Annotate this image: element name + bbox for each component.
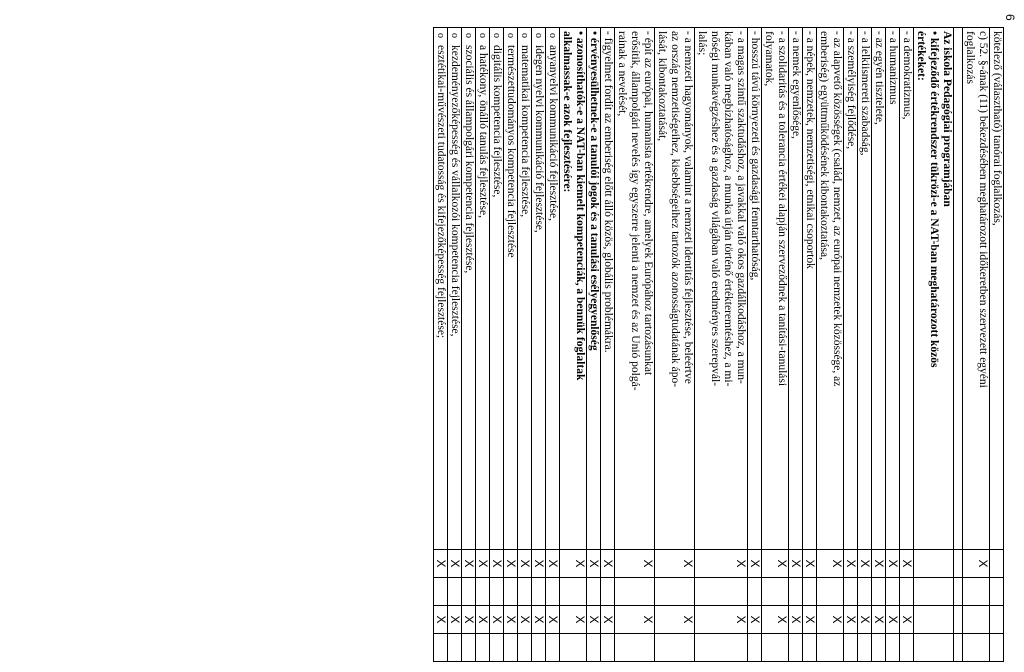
page-number: 6 bbox=[1003, 14, 1017, 21]
mark-cell: X bbox=[615, 550, 655, 578]
mark-cell: X bbox=[490, 550, 504, 578]
criterion-cell bbox=[858, 28, 872, 550]
mark-cell bbox=[476, 634, 490, 662]
criterion-cell bbox=[789, 28, 803, 550]
mark-cell bbox=[954, 606, 963, 634]
mark-cell bbox=[954, 578, 963, 606]
mark-cell bbox=[817, 578, 844, 606]
mark-cell bbox=[789, 578, 803, 606]
mark-cell: X bbox=[803, 606, 817, 634]
mark-cell bbox=[858, 578, 872, 606]
criterion-text: - hosszú távú környezeti és gazdasági fenntarthatóság, bbox=[749, 31, 761, 281]
table-row bbox=[448, 28, 462, 662]
mark-cell bbox=[695, 578, 748, 606]
criterion-cell bbox=[462, 28, 476, 550]
mark-cell bbox=[990, 606, 1004, 634]
mark-cell bbox=[900, 634, 914, 662]
mark-cell: X bbox=[655, 606, 695, 634]
criterion-cell bbox=[990, 28, 1004, 550]
table-row bbox=[858, 28, 872, 662]
mark-cell: X bbox=[490, 606, 504, 634]
criterion-text: • érvényesülhetnek-e a tanulói jogok és a tanulási esélyegyenlőség bbox=[588, 31, 600, 351]
mark-cell: X bbox=[695, 606, 748, 634]
criterion-cell bbox=[872, 28, 886, 550]
criterion-text: - a népek, nemzetek, nemzetiségi, etnikai csoportok bbox=[804, 31, 816, 269]
criterion-text: foglalkozás bbox=[964, 31, 976, 85]
criteria-table bbox=[433, 27, 1004, 662]
criterion-text: rainak a nevelését, bbox=[616, 31, 628, 117]
mark-cell: X bbox=[546, 550, 560, 578]
criterion-cell bbox=[587, 28, 601, 550]
table-row bbox=[615, 28, 655, 662]
table-row bbox=[546, 28, 560, 662]
mark-cell: X bbox=[434, 550, 448, 578]
mark-cell: X bbox=[587, 550, 601, 578]
table-row bbox=[789, 28, 803, 662]
table-row bbox=[518, 28, 532, 662]
mark-cell bbox=[560, 634, 587, 662]
criterion-text: Az iskola Pedagógiai programjában bbox=[941, 31, 953, 207]
criterion-text: o digitális kompetencia fejlesztése, bbox=[490, 31, 503, 546]
mark-cell bbox=[954, 634, 963, 662]
table-row bbox=[748, 28, 762, 662]
mark-cell: X bbox=[886, 606, 900, 634]
mark-cell bbox=[963, 606, 990, 634]
criterion-text: - a nemzeti hagyományok, valamint a nemzeti identitás fejlesztése, beleértve bbox=[682, 31, 694, 384]
mark-cell: X bbox=[872, 550, 886, 578]
table-row bbox=[434, 28, 448, 662]
criterion-cell bbox=[615, 28, 655, 550]
mark-cell: X bbox=[817, 550, 844, 578]
criterion-text: - a lelkiismereti szabadság, bbox=[859, 31, 871, 156]
mark-cell bbox=[504, 634, 518, 662]
mark-cell: X bbox=[748, 606, 762, 634]
mark-cell: X bbox=[615, 606, 655, 634]
mark-cell bbox=[872, 634, 886, 662]
criterion-text: o idegen nyelvi kommunikáció fejlesztése, bbox=[532, 31, 545, 546]
mark-cell: X bbox=[963, 550, 990, 578]
mark-cell bbox=[748, 634, 762, 662]
mark-cell bbox=[990, 578, 1004, 606]
criterion-cell bbox=[817, 28, 844, 550]
table-row bbox=[963, 28, 990, 662]
mark-cell: X bbox=[858, 550, 872, 578]
criterion-cell bbox=[914, 28, 954, 550]
mark-cell: X bbox=[601, 606, 615, 634]
mark-cell bbox=[434, 578, 448, 606]
mark-cell: X bbox=[560, 550, 587, 578]
criterion-text: o esztétikai-művészeti tudatosság és kifejezőképesség fejlesztése; bbox=[434, 31, 447, 546]
criterion-text: - a magas szintű szaktudáshoz, a javakkal való okos gazdálkodáshoz, a mun- bbox=[735, 31, 747, 384]
mark-cell: X bbox=[886, 550, 900, 578]
criterion-text: emberiség) együttműködésének kibontakoztatása, bbox=[818, 31, 830, 260]
mark-cell: X bbox=[900, 606, 914, 634]
table-row bbox=[601, 28, 615, 662]
mark-cell: X bbox=[695, 550, 748, 578]
criterion-cell bbox=[448, 28, 462, 550]
mark-cell bbox=[844, 634, 858, 662]
table-row bbox=[900, 28, 914, 662]
mark-cell bbox=[518, 578, 532, 606]
mark-cell bbox=[601, 634, 615, 662]
mark-cell bbox=[462, 634, 476, 662]
mark-cell: X bbox=[448, 606, 462, 634]
table-row bbox=[532, 28, 546, 662]
table-row bbox=[914, 28, 954, 662]
mark-cell: X bbox=[448, 550, 462, 578]
mark-cell bbox=[532, 578, 546, 606]
table-row bbox=[587, 28, 601, 662]
table-row bbox=[462, 28, 476, 662]
mark-cell: X bbox=[844, 606, 858, 634]
mark-cell bbox=[886, 578, 900, 606]
mark-cell bbox=[655, 634, 695, 662]
mark-cell bbox=[872, 578, 886, 606]
criterion-text: - a humanizmus bbox=[887, 31, 899, 105]
criterion-cell bbox=[886, 28, 900, 550]
criterion-text: - a szolidaritás és a tolerancia értékei alapján szerveződnek a tanítási-tanulási bbox=[776, 31, 788, 387]
criterion-text: o természettudományos kompetencia fejlesztése bbox=[504, 31, 517, 546]
criterion-cell bbox=[601, 28, 615, 550]
mark-cell bbox=[448, 578, 462, 606]
mark-cell bbox=[546, 634, 560, 662]
criterion-cell bbox=[695, 28, 748, 550]
mark-cell: X bbox=[762, 606, 789, 634]
mark-cell bbox=[990, 634, 1004, 662]
mark-cell: X bbox=[504, 550, 518, 578]
mark-cell: X bbox=[900, 550, 914, 578]
table-row bbox=[872, 28, 886, 662]
criterion-text: - a demokratizmus, bbox=[901, 31, 913, 120]
mark-cell: X bbox=[601, 550, 615, 578]
criterion-cell bbox=[476, 28, 490, 550]
mark-cell bbox=[803, 578, 817, 606]
table-row bbox=[490, 28, 504, 662]
mark-cell: X bbox=[748, 550, 762, 578]
mark-cell bbox=[587, 634, 601, 662]
mark-cell: X bbox=[872, 606, 886, 634]
criterion-cell bbox=[504, 28, 518, 550]
criterion-cell bbox=[490, 28, 504, 550]
criterion-text: lalás; bbox=[696, 31, 708, 56]
mark-cell bbox=[532, 634, 546, 662]
mark-cell bbox=[762, 634, 789, 662]
mark-cell: X bbox=[518, 606, 532, 634]
mark-cell bbox=[914, 550, 954, 578]
criterion-text: o anyanyelvi kommunikáció fejlesztése, bbox=[546, 31, 559, 546]
criterion-text: - a személyiség fejlődése, bbox=[845, 31, 857, 150]
mark-cell: X bbox=[858, 606, 872, 634]
criterion-text: folyamatok, bbox=[763, 31, 775, 87]
table-row bbox=[886, 28, 900, 662]
table-row bbox=[844, 28, 858, 662]
mark-cell bbox=[762, 578, 789, 606]
table-row bbox=[817, 28, 844, 662]
mark-cell: X bbox=[789, 550, 803, 578]
criterion-text: lását, kibontakoztatását, bbox=[656, 31, 668, 142]
mark-cell bbox=[518, 634, 532, 662]
criterion-text: - az alapvető közösségek (család, nemzet, az európai nemzetek közössége, az bbox=[831, 31, 843, 387]
mark-cell: X bbox=[789, 606, 803, 634]
table-row bbox=[990, 28, 1004, 662]
mark-cell: X bbox=[817, 606, 844, 634]
criterion-text: c) 52. §-ának (11) bekezdésében meghatározott időkeretben szervezett egyéni bbox=[977, 31, 989, 388]
mark-cell bbox=[963, 634, 990, 662]
mark-cell: X bbox=[560, 606, 587, 634]
criterion-text: • kifejeződő értékrendszer tükrözi-e a NAT-ban meghatározott közös bbox=[928, 31, 940, 368]
mark-cell: X bbox=[532, 550, 546, 578]
table-row bbox=[476, 28, 490, 662]
mark-cell bbox=[695, 634, 748, 662]
criterion-cell bbox=[532, 28, 546, 550]
mark-cell: X bbox=[462, 550, 476, 578]
mark-cell: X bbox=[462, 606, 476, 634]
mark-cell: X bbox=[504, 606, 518, 634]
mark-cell bbox=[615, 634, 655, 662]
table-row bbox=[655, 28, 695, 662]
mark-cell: X bbox=[655, 550, 695, 578]
mark-cell bbox=[990, 550, 1004, 578]
mark-cell bbox=[546, 578, 560, 606]
criterion-text: kötelező (választható) tanórai foglalkozás, bbox=[991, 31, 1003, 226]
mark-cell bbox=[858, 634, 872, 662]
criterion-text: - figyelmet fordít az emberiség előtt álló közös, globális problémákra. bbox=[602, 31, 614, 353]
criterion-text: o a hatékony, önálló tanulás fejlesztése, bbox=[476, 31, 489, 546]
table-row bbox=[762, 28, 789, 662]
criterion-cell bbox=[844, 28, 858, 550]
criterion-text: erősítik, állampolgári nevelés így egyszerre jelenti a nemzet és az Unió polgá- bbox=[629, 31, 641, 391]
mark-cell: X bbox=[844, 550, 858, 578]
mark-cell bbox=[914, 578, 954, 606]
mark-cell bbox=[587, 578, 601, 606]
mark-cell bbox=[434, 634, 448, 662]
criterion-cell bbox=[762, 28, 789, 550]
criterion-text: értékeket: bbox=[915, 31, 927, 81]
mark-cell bbox=[560, 578, 587, 606]
criterion-text: o kezdeményezőképesség és vállalkozói kompetencia fejlesztése, bbox=[448, 31, 461, 546]
mark-cell bbox=[886, 634, 900, 662]
criterion-cell bbox=[748, 28, 762, 550]
mark-cell bbox=[954, 550, 963, 578]
mark-cell bbox=[448, 634, 462, 662]
criterion-text: az ország nemzetiségeihez, kisebbségeihez tartozók azonosságtudatának ápo- bbox=[669, 31, 681, 388]
criterion-text: o szociális és állampolgári kompetencia fejlesztése, bbox=[462, 31, 475, 546]
mark-cell: X bbox=[587, 606, 601, 634]
mark-cell bbox=[914, 634, 954, 662]
criterion-text: nőségi munkavégzéshez és a gazdaság világában való eredményes szerepvál- bbox=[709, 31, 721, 387]
mark-cell: X bbox=[762, 550, 789, 578]
table-row bbox=[954, 28, 963, 662]
mark-cell: X bbox=[518, 550, 532, 578]
mark-cell bbox=[900, 578, 914, 606]
criterion-text: alkalmassak-e azok fejlesztésére: bbox=[561, 31, 573, 193]
criterion-text: kában való megbízhatósághoz, a munka útján történő értékteremtéshez, a mi- bbox=[722, 31, 734, 387]
criterion-text: - az egyén tisztelete, bbox=[873, 31, 885, 125]
table-row bbox=[803, 28, 817, 662]
mark-cell bbox=[803, 634, 817, 662]
criterion-cell bbox=[560, 28, 587, 550]
mark-cell: X bbox=[546, 606, 560, 634]
table-row bbox=[504, 28, 518, 662]
table-row bbox=[560, 28, 587, 662]
mark-cell bbox=[963, 578, 990, 606]
criterion-text: - épít az európai, humanista értékrendre, amelyek Európához tartozásunkat bbox=[642, 31, 654, 376]
mark-cell bbox=[462, 578, 476, 606]
criterion-cell bbox=[963, 28, 990, 550]
criterion-cell bbox=[655, 28, 695, 550]
mark-cell: X bbox=[532, 606, 546, 634]
mark-cell bbox=[914, 606, 954, 634]
criterion-cell bbox=[518, 28, 532, 550]
criterion-text: • azonosíthatók-e a NAT-ban kiemelt kompetenciák, a bennük foglaltak bbox=[574, 31, 586, 381]
criterion-cell bbox=[954, 28, 963, 550]
criterion-cell bbox=[900, 28, 914, 550]
mark-cell bbox=[789, 634, 803, 662]
mark-cell: X bbox=[803, 550, 817, 578]
mark-cell: X bbox=[476, 550, 490, 578]
mark-cell bbox=[817, 634, 844, 662]
mark-cell bbox=[655, 578, 695, 606]
criterion-cell bbox=[434, 28, 448, 550]
mark-cell: X bbox=[434, 606, 448, 634]
mark-cell bbox=[601, 578, 615, 606]
table-row bbox=[695, 28, 748, 662]
mark-cell bbox=[476, 578, 490, 606]
mark-cell bbox=[615, 578, 655, 606]
mark-cell bbox=[748, 578, 762, 606]
mark-cell bbox=[844, 578, 858, 606]
criterion-cell bbox=[546, 28, 560, 550]
criterion-cell bbox=[803, 28, 817, 550]
criterion-text: o matematikai kompetencia fejlesztése, bbox=[518, 31, 531, 546]
mark-cell bbox=[504, 578, 518, 606]
mark-cell: X bbox=[476, 606, 490, 634]
criterion-text: - a nemek egyenlősége, bbox=[790, 31, 802, 139]
mark-cell bbox=[490, 634, 504, 662]
mark-cell bbox=[490, 578, 504, 606]
